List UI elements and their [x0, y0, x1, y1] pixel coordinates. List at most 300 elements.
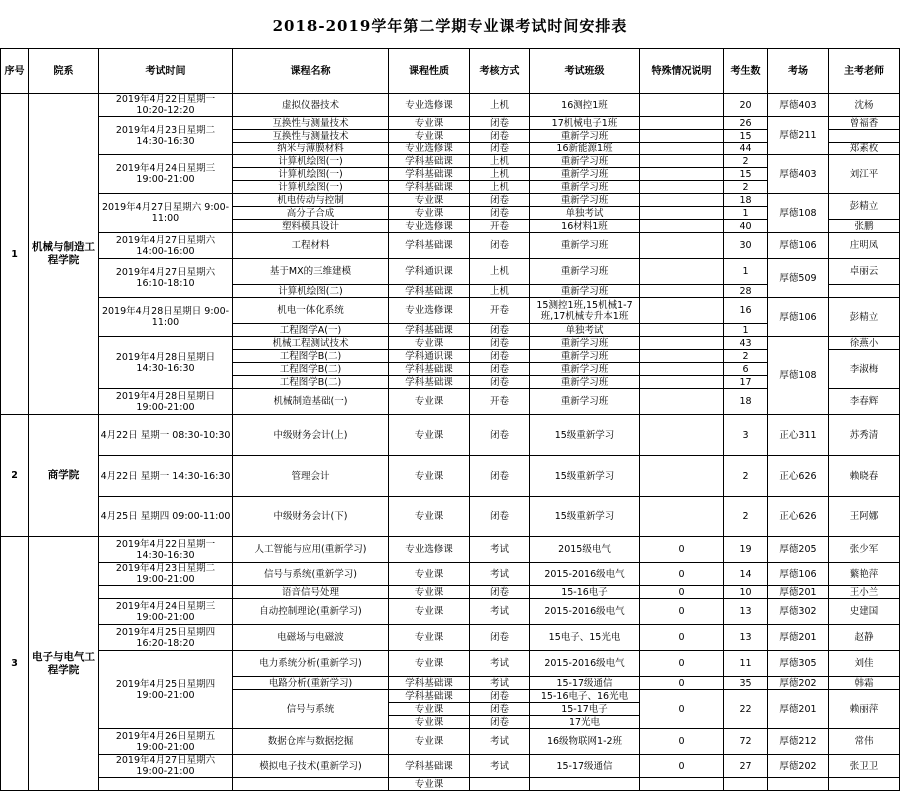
special-note	[640, 497, 724, 537]
header-count: 考生数	[724, 49, 768, 94]
table-row	[1, 259, 900, 285]
exam-room: 厚德202	[768, 755, 829, 778]
page-title: 2018-2019学年第二学期专业课考试时间安排表	[272, 17, 628, 35]
course-name: 中级财务会计(上)	[233, 415, 389, 456]
special-note	[640, 389, 724, 415]
exam-room: 正心626	[768, 456, 829, 497]
exam-class: 15-17级通信	[530, 677, 640, 690]
course-nature: 专业课	[389, 194, 470, 207]
exam-room: 厚德201	[768, 690, 829, 729]
course-nature: 专业选修课	[389, 298, 470, 324]
special-note	[640, 233, 724, 259]
special-note	[640, 376, 724, 389]
course-nature: 学科通识课	[389, 259, 470, 285]
exam-method: 闭卷	[470, 350, 530, 363]
course-nature: 学科基础课	[389, 155, 470, 168]
exam-time: 2019年4月22日星期一 10:20-12:20	[99, 94, 233, 117]
table-row	[1, 337, 900, 350]
course-nature: 专业课	[389, 703, 470, 716]
exam-room: 厚德106	[768, 233, 829, 259]
course-name: 机械工程测试技术	[233, 337, 389, 350]
exam-method: 闭卷	[470, 337, 530, 350]
table-row	[1, 117, 900, 130]
exam-class: 15-16电子	[530, 586, 640, 599]
section-dept: 机械与制造工程学院	[29, 94, 99, 415]
course-nature: 专业课	[389, 117, 470, 130]
student-count: 14	[724, 563, 768, 586]
exam-method: 开卷	[470, 389, 530, 415]
exam-time	[99, 778, 233, 791]
examiner: 卓丽云	[829, 259, 900, 285]
exam-time: 4月22日 星期一 14:30-16:30	[99, 456, 233, 497]
exam-room: 正心626	[768, 497, 829, 537]
course-name: 高分子合成	[233, 207, 389, 220]
exam-time	[99, 586, 233, 599]
examiner: 彭精立	[829, 194, 900, 220]
examiner: 赵静	[829, 625, 900, 651]
exam-class: 15-17级通信	[530, 755, 640, 778]
course-nature: 专业课	[389, 651, 470, 677]
exam-time: 4月25日 星期四 09:00-11:00	[99, 497, 233, 537]
exam-method: 闭卷	[470, 207, 530, 220]
course-name: 机电传动与控制	[233, 194, 389, 207]
header-examiner: 主考老师	[829, 49, 900, 94]
student-count: 15	[724, 168, 768, 181]
exam-class: 16新能源1班	[530, 143, 640, 155]
special-note	[640, 94, 724, 117]
exam-class: 单独考试	[530, 207, 640, 220]
exam-room: 厚德305	[768, 651, 829, 677]
student-count: 2	[724, 181, 768, 194]
examiner: 张鹏	[829, 220, 900, 233]
course-name: 计算机绘图(一)	[233, 155, 389, 168]
exam-class: 15-17电子	[530, 703, 640, 716]
exam-method: 考试	[470, 563, 530, 586]
exam-class: 重新学习班	[530, 181, 640, 194]
exam-room: 厚德205	[768, 537, 829, 563]
special-note	[640, 415, 724, 456]
course-nature: 专业选修课	[389, 537, 470, 563]
exam-room: 厚德106	[768, 563, 829, 586]
course-nature: 专业课	[389, 415, 470, 456]
exam-method: 闭卷	[470, 690, 530, 703]
student-count: 22	[724, 690, 768, 729]
exam-room: 厚德202	[768, 677, 829, 690]
exam-method: 闭卷	[470, 233, 530, 259]
exam-time: 2019年4月27日星期六 16:10-18:10	[99, 259, 233, 298]
exam-class: 15级重新学习	[530, 415, 640, 456]
exam-room: 厚德201	[768, 625, 829, 651]
student-count: 1	[724, 259, 768, 285]
special-note	[640, 181, 724, 194]
course-nature: 专业选修课	[389, 94, 470, 117]
examiner: 李春辉	[829, 389, 900, 415]
exam-class: 2015-2016级电气	[530, 563, 640, 586]
student-count: 6	[724, 363, 768, 376]
course-name: 互换性与测量技术	[233, 117, 389, 130]
exam-room: 厚德211	[768, 117, 829, 155]
course-name: 人工智能与应用(重新学习)	[233, 537, 389, 563]
section-seq: 1	[1, 94, 29, 415]
course-name: 工程图学B(二)	[233, 350, 389, 363]
exam-class: 15级重新学习	[530, 497, 640, 537]
exam-room	[768, 778, 829, 791]
course-nature: 学科基础课	[389, 677, 470, 690]
table-row	[1, 456, 900, 497]
exam-class: 重新学习班	[530, 194, 640, 207]
student-count: 1	[724, 324, 768, 337]
exam-class: 2015-2016级电气	[530, 651, 640, 677]
exam-method: 闭卷	[470, 716, 530, 729]
table-row	[1, 729, 900, 755]
course-nature: 专业课	[389, 337, 470, 350]
exam-method	[470, 778, 530, 791]
exam-room: 正心311	[768, 415, 829, 456]
exam-class: 重新学习班	[530, 337, 640, 350]
course-nature: 专业课	[389, 716, 470, 729]
exam-class: 重新学习班	[530, 155, 640, 168]
exam-class: 15电子、15光电	[530, 625, 640, 651]
exam-method: 上机	[470, 94, 530, 117]
exam-method: 闭卷	[470, 130, 530, 143]
course-nature: 学科基础课	[389, 755, 470, 778]
exam-class: 16材料1班	[530, 220, 640, 233]
exam-class: 重新学习班	[530, 168, 640, 181]
exam-room: 厚德212	[768, 729, 829, 755]
student-count: 28	[724, 285, 768, 298]
student-count: 30	[724, 233, 768, 259]
course-nature: 专业课	[389, 625, 470, 651]
course-name	[233, 778, 389, 791]
special-note	[640, 155, 724, 168]
exam-class: 重新学习班	[530, 285, 640, 298]
student-count: 35	[724, 677, 768, 690]
special-note: 0	[640, 537, 724, 563]
special-note	[640, 324, 724, 337]
exam-class: 重新学习班	[530, 389, 640, 415]
exam-method: 闭卷	[470, 143, 530, 155]
exam-class: 2015-2016级电气	[530, 599, 640, 625]
exam-method: 开卷	[470, 298, 530, 324]
student-count: 20	[724, 94, 768, 117]
special-note: 0	[640, 599, 724, 625]
exam-method: 考试	[470, 729, 530, 755]
header-nature: 课程性质	[389, 49, 470, 94]
exam-method: 闭卷	[470, 497, 530, 537]
exam-room: 厚德403	[768, 94, 829, 117]
course-nature: 专业课	[389, 389, 470, 415]
student-count: 18	[724, 194, 768, 207]
exam-time: 2019年4月28日星期日 9:00-11:00	[99, 298, 233, 337]
course-name: 机械制造基础(一)	[233, 389, 389, 415]
special-note	[640, 363, 724, 376]
student-count: 15	[724, 130, 768, 143]
examiner: 王阿娜	[829, 497, 900, 537]
exam-class: 15测控1班,15机械1-7班,17机械专升本1班	[530, 298, 640, 324]
examiner: 徐燕小	[829, 337, 900, 350]
course-name: 自动控制理论(重新学习)	[233, 599, 389, 625]
course-name: 电力系统分析(重新学习)	[233, 651, 389, 677]
course-name: 机电一体化系统	[233, 298, 389, 324]
exam-method: 考试	[470, 537, 530, 563]
student-count: 16	[724, 298, 768, 324]
exam-time: 2019年4月22日星期一 14:30-16:30	[99, 537, 233, 563]
course-nature: 学科基础课	[389, 324, 470, 337]
special-note	[640, 778, 724, 791]
exam-class: 16级物联网1-2班	[530, 729, 640, 755]
student-count: 11	[724, 651, 768, 677]
table-row	[1, 415, 900, 456]
examiner: 郑素枚	[829, 143, 900, 155]
header-method: 考核方式	[470, 49, 530, 94]
section-dept: 商学院	[29, 415, 99, 537]
examiner: 刘佳	[829, 651, 900, 677]
course-name: 数据仓库与数据挖掘	[233, 729, 389, 755]
student-count: 10	[724, 586, 768, 599]
table-row	[1, 194, 900, 207]
exam-class	[530, 778, 640, 791]
exam-method: 上机	[470, 181, 530, 194]
exam-time: 2019年4月27日星期六 19:00-21:00	[99, 755, 233, 778]
exam-time: 2019年4月25日星期四 16:20-18:20	[99, 625, 233, 651]
course-nature: 学科基础课	[389, 168, 470, 181]
special-note: 0	[640, 586, 724, 599]
special-note	[640, 117, 724, 130]
student-count: 18	[724, 389, 768, 415]
special-note	[640, 259, 724, 285]
exam-room: 厚德403	[768, 155, 829, 194]
exam-time: 2019年4月25日星期四 19:00-21:00	[99, 651, 233, 729]
table-row	[1, 563, 900, 586]
course-name: 中级财务会计(下)	[233, 497, 389, 537]
course-name: 基于MX的三维建模	[233, 259, 389, 285]
exam-room: 厚德108	[768, 194, 829, 233]
header-course: 课程名称	[233, 49, 389, 94]
student-count: 3	[724, 415, 768, 456]
special-note	[640, 194, 724, 207]
course-name: 电路分析(重新学习)	[233, 677, 389, 690]
student-count: 2	[724, 456, 768, 497]
student-count: 43	[724, 337, 768, 350]
exam-method: 闭卷	[470, 703, 530, 716]
special-note: 0	[640, 563, 724, 586]
exam-time: 2019年4月27日星期六 9:00-11:00	[99, 194, 233, 233]
course-nature: 学科基础课	[389, 233, 470, 259]
course-nature: 专业课	[389, 729, 470, 755]
exam-room: 厚德108	[768, 337, 829, 415]
exam-class: 17机械电子1班	[530, 117, 640, 130]
exam-class: 16测控1班	[530, 94, 640, 117]
exam-class: 15-16电子、16光电	[530, 690, 640, 703]
student-count: 72	[724, 729, 768, 755]
exam-time: 2019年4月23日星期二 14:30-16:30	[99, 117, 233, 155]
examiner	[829, 778, 900, 791]
examiner: 赖晓春	[829, 456, 900, 497]
special-note	[640, 337, 724, 350]
exam-method: 考试	[470, 677, 530, 690]
course-name: 模拟电子技术(重新学习)	[233, 755, 389, 778]
examiner: 赖丽萍	[829, 690, 900, 729]
course-nature: 专业课	[389, 207, 470, 220]
student-count: 1	[724, 207, 768, 220]
course-nature: 专业课	[389, 130, 470, 143]
special-note: 0	[640, 625, 724, 651]
exam-class: 重新学习班	[530, 350, 640, 363]
examiner: 张卫卫	[829, 755, 900, 778]
course-nature: 专业选修课	[389, 220, 470, 233]
examiner: 曾福香	[829, 117, 900, 130]
course-name: 工程图学B(二)	[233, 376, 389, 389]
table-row	[1, 94, 900, 117]
examiner: 李淑梅	[829, 350, 900, 389]
exam-method: 闭卷	[470, 625, 530, 651]
exam-schedule-table	[0, 48, 900, 791]
exam-class: 17光电	[530, 716, 640, 729]
course-name: 计算机绘图(一)	[233, 181, 389, 194]
course-name: 互换性与测量技术	[233, 130, 389, 143]
special-note	[640, 207, 724, 220]
exam-class: 重新学习班	[530, 130, 640, 143]
exam-time: 2019年4月26日星期五 19:00-21:00	[99, 729, 233, 755]
section-seq: 3	[1, 537, 29, 791]
exam-method: 闭卷	[470, 415, 530, 456]
exam-class: 单独考试	[530, 324, 640, 337]
course-nature: 学科基础课	[389, 376, 470, 389]
examiner: 庄明凤	[829, 233, 900, 259]
exam-method: 上机	[470, 285, 530, 298]
exam-time: 4月22日 星期一 08:30-10:30	[99, 415, 233, 456]
table-row	[1, 497, 900, 537]
course-name: 工程图学B(二)	[233, 363, 389, 376]
exam-class: 重新学习班	[530, 363, 640, 376]
course-nature: 专业课	[389, 456, 470, 497]
examiner: 常伟	[829, 729, 900, 755]
student-count	[724, 778, 768, 791]
course-nature: 学科基础课	[389, 285, 470, 298]
course-name: 管理会计	[233, 456, 389, 497]
exam-method: 考试	[470, 599, 530, 625]
table-row	[1, 778, 900, 791]
special-note	[640, 168, 724, 181]
examiner: 沈杨	[829, 94, 900, 117]
exam-time: 2019年4月27日星期六 14:00-16:00	[99, 233, 233, 259]
special-note	[640, 220, 724, 233]
course-nature: 学科基础课	[389, 181, 470, 194]
exam-method: 闭卷	[470, 363, 530, 376]
course-nature: 专业选修课	[389, 143, 470, 155]
course-name: 信号与系统	[233, 690, 389, 729]
special-note	[640, 456, 724, 497]
examiner: 刘江平	[829, 155, 900, 194]
table-row	[1, 755, 900, 778]
exam-class: 15级重新学习	[530, 456, 640, 497]
course-nature: 专业课	[389, 586, 470, 599]
table-row	[1, 233, 900, 259]
exam-room: 厚德302	[768, 599, 829, 625]
course-nature: 学科通识课	[389, 350, 470, 363]
student-count: 13	[724, 625, 768, 651]
course-name: 电磁场与电磁波	[233, 625, 389, 651]
student-count: 2	[724, 155, 768, 168]
exam-method: 闭卷	[470, 456, 530, 497]
course-name: 纳米与薄膜材料	[233, 143, 389, 155]
examiner: 王小兰	[829, 586, 900, 599]
header-class: 考试班级	[530, 49, 640, 94]
header-seq: 序号	[1, 49, 29, 94]
special-note: 0	[640, 755, 724, 778]
course-name: 计算机绘图(一)	[233, 168, 389, 181]
special-note	[640, 298, 724, 324]
exam-method: 闭卷	[470, 586, 530, 599]
course-nature: 专业课	[389, 497, 470, 537]
exam-time: 2019年4月23日星期二 19:00-21:00	[99, 563, 233, 586]
student-count: 19	[724, 537, 768, 563]
examiner	[829, 285, 900, 298]
exam-method: 闭卷	[470, 117, 530, 130]
student-count: 17	[724, 376, 768, 389]
section-dept: 电子与电气工程学院	[29, 537, 99, 791]
exam-room: 厚德509	[768, 259, 829, 298]
exam-method: 开卷	[470, 220, 530, 233]
examiner: 苏秀清	[829, 415, 900, 456]
header-time: 考试时间	[99, 49, 233, 94]
course-nature: 学科基础课	[389, 690, 470, 703]
exam-method: 上机	[470, 155, 530, 168]
table-row	[1, 586, 900, 599]
course-nature: 学科基础课	[389, 363, 470, 376]
course-name: 计算机绘图(二)	[233, 285, 389, 298]
student-count: 40	[724, 220, 768, 233]
special-note: 0	[640, 677, 724, 690]
exam-time: 2019年4月28日星期日 19:00-21:00	[99, 389, 233, 415]
exam-room: 厚德106	[768, 298, 829, 337]
student-count: 13	[724, 599, 768, 625]
examiner: 史建国	[829, 599, 900, 625]
student-count: 44	[724, 143, 768, 155]
course-name: 工程材料	[233, 233, 389, 259]
table-row	[1, 389, 900, 415]
exam-time: 2019年4月24日星期三 19:00-21:00	[99, 599, 233, 625]
header-row	[1, 49, 900, 94]
student-count: 2	[724, 497, 768, 537]
special-note: 0	[640, 651, 724, 677]
exam-time: 2019年4月28日星期日 14:30-16:30	[99, 337, 233, 389]
examiner: 蘩艳萍	[829, 563, 900, 586]
student-count: 27	[724, 755, 768, 778]
special-note	[640, 130, 724, 143]
table-row	[1, 625, 900, 651]
table-row	[1, 298, 900, 324]
table-row	[1, 155, 900, 168]
course-name: 工程图学A(一)	[233, 324, 389, 337]
exam-class: 重新学习班	[530, 376, 640, 389]
special-note: 0	[640, 690, 724, 729]
special-note	[640, 143, 724, 155]
exam-room: 厚德201	[768, 586, 829, 599]
examiner: 韩霜	[829, 677, 900, 690]
course-nature: 专业课	[389, 778, 470, 791]
exam-method: 闭卷	[470, 324, 530, 337]
table-row	[1, 651, 900, 677]
exam-class: 2015级电气	[530, 537, 640, 563]
course-nature: 专业课	[389, 563, 470, 586]
exam-time: 2019年4月24日星期三 19:00-21:00	[99, 155, 233, 194]
exam-method: 闭卷	[470, 194, 530, 207]
exam-class: 重新学习班	[530, 259, 640, 285]
section-seq: 2	[1, 415, 29, 537]
special-note	[640, 350, 724, 363]
header-special: 特殊情况说明	[640, 49, 724, 94]
